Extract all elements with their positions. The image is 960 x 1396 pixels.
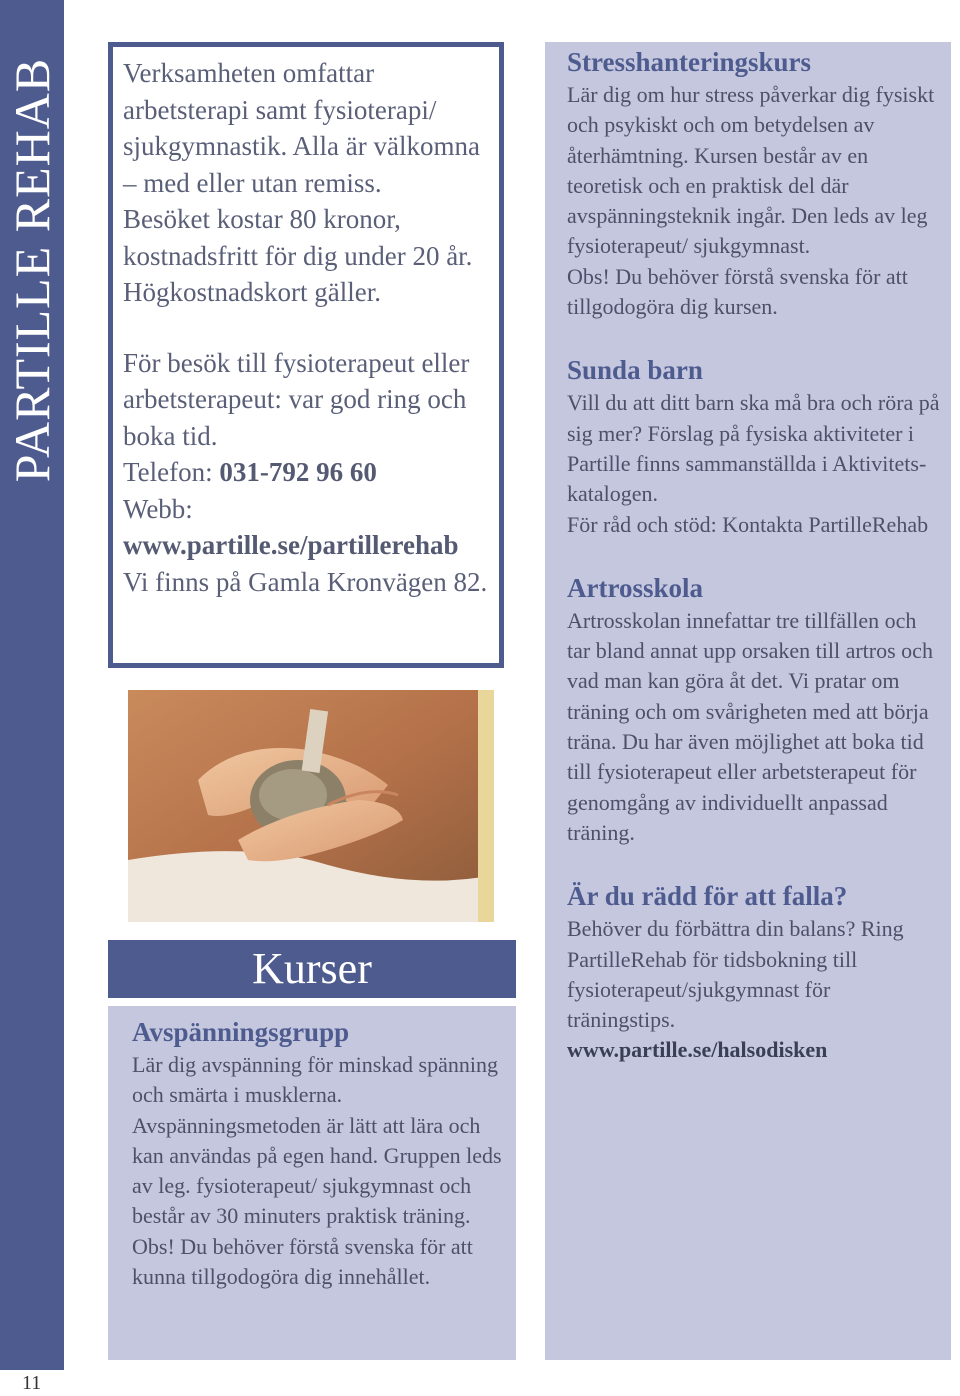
side-title: PARTILLE REHAB — [4, 57, 60, 483]
info-address: Vi finns på Gamla Kronvägen 82. — [123, 566, 488, 597]
course-sunda-barn — [567, 352, 943, 539]
info-intro: Verksamheten omfattar arbetsterapi samt fysioterapi/ sjukgymnastik. Alla är välkomna – med eller utan remiss. — [123, 58, 480, 198]
course-note: Obs! Du behöver förstå svenska för att tillgodogöra dig kursen. — [567, 263, 908, 320]
course-heading: Artrosskola — [567, 572, 704, 603]
left-course-panel — [108, 1006, 516, 1360]
course-text: Lär dig avspänning för minskad spänning och smärta i musklerna. Avspänningsmetoden är lätt att lära och kan användas på egen hand. Gruppen leds av leg. fysioterapeut/ sjukgymnast och består av 30 minuters praktisk träning. — [132, 1052, 502, 1229]
course-fallrisk — [567, 878, 943, 1065]
web-link[interactable]: www.partille.se/partillerehab — [123, 530, 459, 560]
course-heading: Sunda barn — [567, 355, 703, 386]
massage-photo — [128, 690, 494, 922]
info-phone-line — [123, 454, 499, 491]
course-text: Behöver du förbättra din balans? Ring PartilleRehab för tidsbokning till fysioterapeut/sjukgymnast för träningstips. — [567, 916, 904, 1033]
course-heading: Stresshanteringskurs — [567, 47, 812, 77]
info-box — [108, 42, 504, 668]
course-avspanningsgrupp — [132, 1014, 506, 1292]
course-artrosskola — [567, 570, 943, 848]
info-booking: För besök till fysioterapeut eller arbetsterapeut: var god ring och boka tid. — [123, 347, 470, 451]
right-course-panel — [545, 42, 951, 1360]
course-note: Obs! Du behöver förstå svenska för att kunna tillgodogöra dig innehållet. — [132, 1233, 473, 1290]
phone-label: Telefon: — [123, 457, 220, 487]
halsodisken-link[interactable]: www.partille.se/halsodisken — [567, 1037, 828, 1063]
phone-number: 031-792 96 60 — [219, 457, 377, 487]
course-stresshantering — [567, 44, 943, 322]
course-heading: Är du rädd för att falla? — [567, 881, 848, 912]
web-label: Webb: — [123, 493, 193, 524]
info-cost: Besöket kostar 80 kronor, kostnadsfritt för dig under 20 år. Högkostnadskort gäller. — [123, 204, 473, 307]
side-band — [0, 0, 64, 1370]
page-number: 11 — [22, 1372, 42, 1394]
kurser-heading: Kurser — [108, 940, 516, 998]
course-note: För råd och stöd: Kontakta PartilleRehab — [567, 511, 929, 537]
course-heading: Avspänningsgrupp — [132, 1017, 350, 1047]
course-text: Vill du att ditt barn ska må bra och röra på sig mer? Förslag på fysiska aktiviteter i Partille finns sammanställda i Aktivitets-katalogen. — [567, 390, 940, 507]
course-text: Lär dig om hur stress påverkar dig fysiskt och psykiskt och om betydelsen av återhämtning. Kursen består av en teoretisk och en praktisk del där avspänningsteknik ingår. Den leds av leg fysioterapeut/ sjukgymnast. — [567, 82, 935, 259]
course-text: Artrosskolan innefattar tre tillfällen och tar bland annat upp orsaken till artros och vad man kan göra åt det. Vi pratar om träning och om svårigheten med att börja träna. Du har även möjlighet att boka tid till fysioterapeut eller arbetsterapeut för genomgång av individuellt anpassad träning. — [567, 607, 933, 845]
